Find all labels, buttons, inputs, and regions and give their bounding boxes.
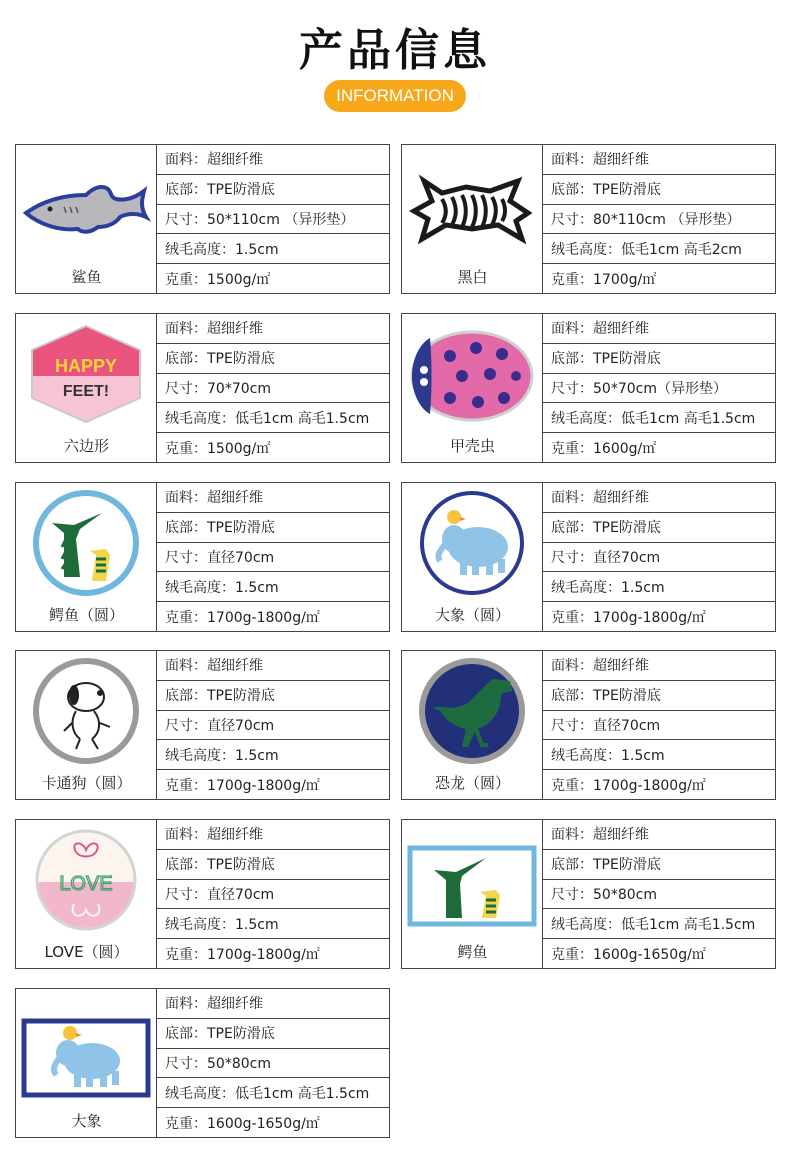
spec-weight: 克重：1600g-1650g/㎡ [551, 946, 706, 963]
product-card-dinosaur-round [401, 650, 776, 800]
product-card-crocodile-round [15, 482, 390, 632]
spec-fabric: 面料：超细纤维 [543, 314, 775, 344]
spec-base: 底部：TPE防滑底 [543, 681, 775, 711]
product-card-hexagon [15, 313, 390, 463]
product-card-cartoon-dog-round [15, 650, 390, 800]
spec-pile-height: 绒毛高度：1.5cm [543, 572, 775, 602]
spec-weight: 克重：1700g-1800g/㎡ [551, 777, 706, 794]
spec-fabric: 面料：超细纤维 [543, 145, 775, 175]
crocodile-rect-rug-icon [406, 826, 538, 934]
product-name: 大象 [71, 1112, 102, 1130]
spec-size: 尺寸：直径70cm [157, 543, 389, 573]
spec-size: 尺寸：50*110cm （异形垫） [157, 205, 389, 235]
spec-base: 底部：TPE防滑底 [543, 344, 775, 374]
spec-pile-height: 绒毛高度：低毛1cm 高毛2cm [543, 234, 775, 264]
spec-weight: 克重：1700g/㎡ [551, 271, 657, 288]
spec-pile-height: 绒毛高度：低毛1cm 高毛1.5cm [157, 403, 389, 433]
page-title: 产品信息 [299, 25, 491, 76]
product-card-zebra [401, 144, 776, 294]
spec-fabric: 面料：超细纤维 [543, 483, 775, 513]
product-card-shark [15, 144, 390, 294]
elephant-rect-rug-icon [20, 995, 152, 1103]
information-badge: INFORMATION [324, 80, 466, 112]
product-name: 鲨鱼 [71, 268, 102, 286]
love-text: LOVE [59, 873, 113, 895]
hexagon-rug-icon [20, 320, 152, 428]
shark-rug-icon [20, 151, 152, 259]
spec-base: 底部：TPE防滑底 [157, 681, 389, 711]
ladybug-rug-icon [406, 320, 538, 428]
product-name: LOVE（圆） [44, 943, 129, 961]
spec-base: 底部：TPE防滑底 [157, 850, 389, 880]
dinosaur-round-rug-icon [406, 657, 538, 765]
zebra-rug-icon [406, 151, 538, 259]
spec-pile-height: 绒毛高度：1.5cm [543, 740, 775, 770]
spec-fabric: 面料：超细纤维 [157, 820, 389, 850]
spec-fabric: 面料：超细纤维 [157, 651, 389, 681]
spec-fabric: 面料：超细纤维 [543, 820, 775, 850]
spec-base: 底部：TPE防滑底 [157, 344, 389, 374]
spec-fabric: 面料：超细纤维 [157, 145, 389, 175]
spec-size: 尺寸：80*110cm （异形垫） [543, 205, 775, 235]
spec-weight: 克重：1700g-1800g/㎡ [165, 609, 320, 626]
product-name: 恐龙（圆） [434, 774, 510, 792]
product-name: 六边形 [63, 437, 109, 455]
product-card-love-round [15, 819, 390, 969]
spec-pile-height: 绒毛高度：低毛1cm 高毛1.5cm [157, 1078, 389, 1108]
spec-size: 尺寸：50*80cm [157, 1049, 389, 1079]
spec-fabric: 面料：超细纤维 [543, 651, 775, 681]
spec-size: 尺寸：50*80cm [543, 880, 775, 910]
spec-fabric: 面料：超细纤维 [157, 314, 389, 344]
spec-base: 底部：TPE防滑底 [157, 513, 389, 543]
product-card-elephant-round [401, 482, 776, 632]
spec-weight: 克重：1700g-1800g/㎡ [551, 609, 706, 626]
product-name: 鳄鱼 [457, 943, 488, 961]
love-round-rug-icon [20, 826, 152, 934]
hexagon-feet-text: FEET! [62, 383, 110, 400]
spec-base: 底部：TPE防滑底 [543, 175, 775, 205]
product-name: 卡通狗（圆） [41, 774, 132, 792]
spec-weight: 克重：1500g/㎡ [165, 271, 271, 288]
elephant-round-rug-icon [406, 489, 538, 597]
spec-size: 尺寸：直径70cm [543, 711, 775, 741]
spec-size: 尺寸：直径70cm [157, 711, 389, 741]
spec-weight: 克重：1700g-1800g/㎡ [165, 777, 320, 794]
spec-base: 底部：TPE防滑底 [543, 513, 775, 543]
product-name: 黑白 [457, 268, 488, 286]
product-card-crocodile-rect [401, 819, 776, 969]
spec-pile-height: 绒毛高度：1.5cm [157, 909, 389, 939]
product-name: 甲壳虫 [449, 437, 495, 455]
spec-pile-height: 绒毛高度：1.5cm [157, 234, 389, 264]
spec-size: 尺寸：直径70cm [157, 880, 389, 910]
spec-pile-height: 绒毛高度：1.5cm [157, 572, 389, 602]
spec-weight: 克重：1700g-1800g/㎡ [165, 946, 320, 963]
spec-pile-height: 绒毛高度：低毛1cm 高毛1.5cm [543, 909, 775, 939]
spec-fabric: 面料：超细纤维 [157, 483, 389, 513]
spec-base: 底部：TPE防滑底 [543, 850, 775, 880]
hexagon-happy-text: HAPPY [54, 356, 118, 376]
spec-base: 底部：TPE防滑底 [157, 175, 389, 205]
product-name: 鳄鱼（圆） [48, 606, 124, 624]
product-name: 大象（圆） [434, 606, 510, 624]
product-card-elephant-rect [15, 988, 390, 1138]
spec-size: 尺寸：70*70cm [157, 374, 389, 404]
spec-weight: 克重：1500g/㎡ [165, 440, 271, 457]
crocodile-round-rug-icon [20, 489, 152, 597]
spec-size: 尺寸：50*70cm（异形垫） [543, 374, 775, 404]
spec-size: 尺寸：直径70cm [543, 543, 775, 573]
spec-weight: 克重：1600g/㎡ [551, 440, 657, 457]
product-card-ladybug [401, 313, 776, 463]
spec-weight: 克重：1600g-1650g/㎡ [165, 1115, 320, 1132]
spec-pile-height: 绒毛高度：1.5cm [157, 740, 389, 770]
spec-pile-height: 绒毛高度：低毛1cm 高毛1.5cm [543, 403, 775, 433]
cartoon-dog-round-rug-icon [20, 657, 152, 765]
spec-base: 底部：TPE防滑底 [157, 1019, 389, 1049]
spec-fabric: 面料：超细纤维 [157, 989, 389, 1019]
